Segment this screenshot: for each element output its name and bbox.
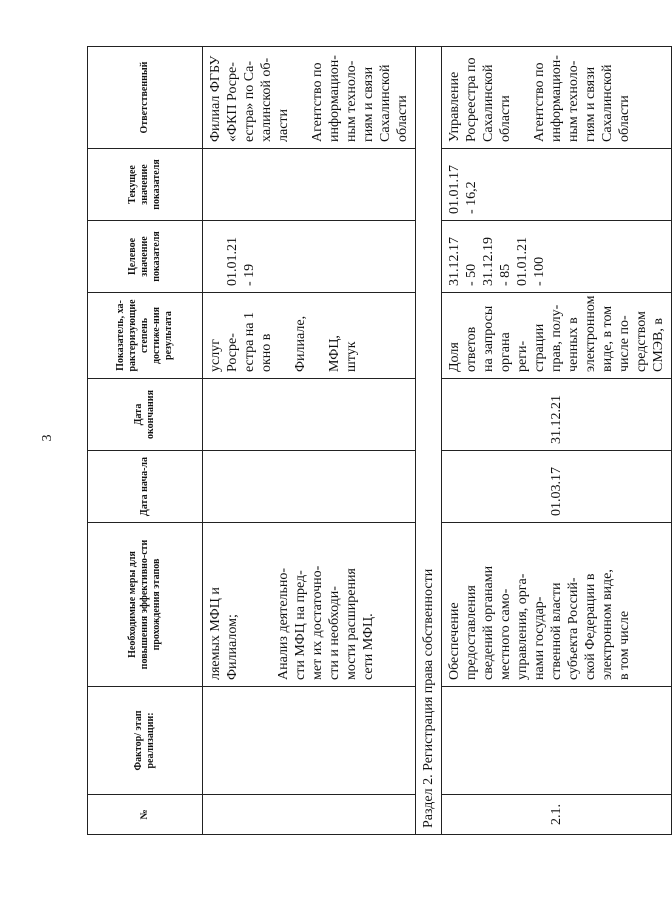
cell-end-date [203, 379, 416, 451]
table-row [442, 47, 672, 835]
cell-end-date: 31.12.21 [442, 379, 672, 451]
header-factor: Фактор/ этап реализации: [88, 687, 203, 795]
cell-num: 2.1. [442, 795, 672, 835]
measures-table [87, 46, 672, 835]
section-title: Раздел 2. Регистрация права собственности [416, 47, 442, 835]
section-heading-row [416, 47, 442, 835]
header-indicator: Показатель, ха-рактеризующие степень достиже-ния результата [88, 293, 203, 379]
cell-responsible: Управление Росреестра по Сахалинской области Агентство по информацион- ным техноло- гиям и связи Сахалинской области [442, 47, 672, 149]
cell-indicator: услуг Росре- естра на 1 окно в Филиале, МФЦ, штук [203, 293, 416, 379]
cell-num [203, 795, 416, 835]
header-current-value: Текущее значение показателя [88, 149, 203, 221]
cell-measures: ляемых МФЦ и Филиалом; Анализ деятельно- сти МФЦ на пред- мет их достаточно- сти и необходи- мости расширения сети МФЦ. [203, 523, 416, 687]
cell-responsible: Филиал ФГБУ «ФКП Росре- естра» по Са- халинской об- ласти Агентство по информацион- ным техноло- гиям и связи Сахалинской области [203, 47, 416, 149]
header-responsible: Ответственный [88, 47, 203, 149]
header-num: № [88, 795, 203, 835]
cell-start-date: 01.03.17 [442, 451, 672, 523]
page-number: 3 [40, 434, 55, 442]
cell-current-value: 01.01.17 - 16,2 [442, 149, 672, 221]
cell-target-value: 01.01.21 - 19 [203, 221, 416, 293]
cell-start-date [203, 451, 416, 523]
table-row [203, 47, 416, 835]
header-target-value: Целевое значение показателя [88, 221, 203, 293]
header-start-date: Дата нача-ла [88, 451, 203, 523]
cell-factor [203, 687, 416, 795]
cell-target-value: 31.12.17 - 50 31.12.19 - 85 01.01.21 - 100 [442, 221, 672, 293]
cell-measures: Обеспечение предоставления сведений органами местного само- управления, орга- нами государ- ственной власти субъекта Россий- ской Федерации в электронном виде, в том числе [442, 523, 672, 687]
header-end-date: Дата окончания [88, 379, 203, 451]
table-header-row [88, 47, 203, 835]
header-measures: Необходимые меры для повышения эффективно-сти прохождения этапов [88, 523, 203, 687]
cell-factor [442, 687, 672, 795]
cell-current-value [203, 149, 416, 221]
cell-indicator: Доля ответов на запросы органа реги- страции прав, полу- ченных в электронном виде, в том числе по- средством СМЭВ, в [442, 293, 672, 379]
